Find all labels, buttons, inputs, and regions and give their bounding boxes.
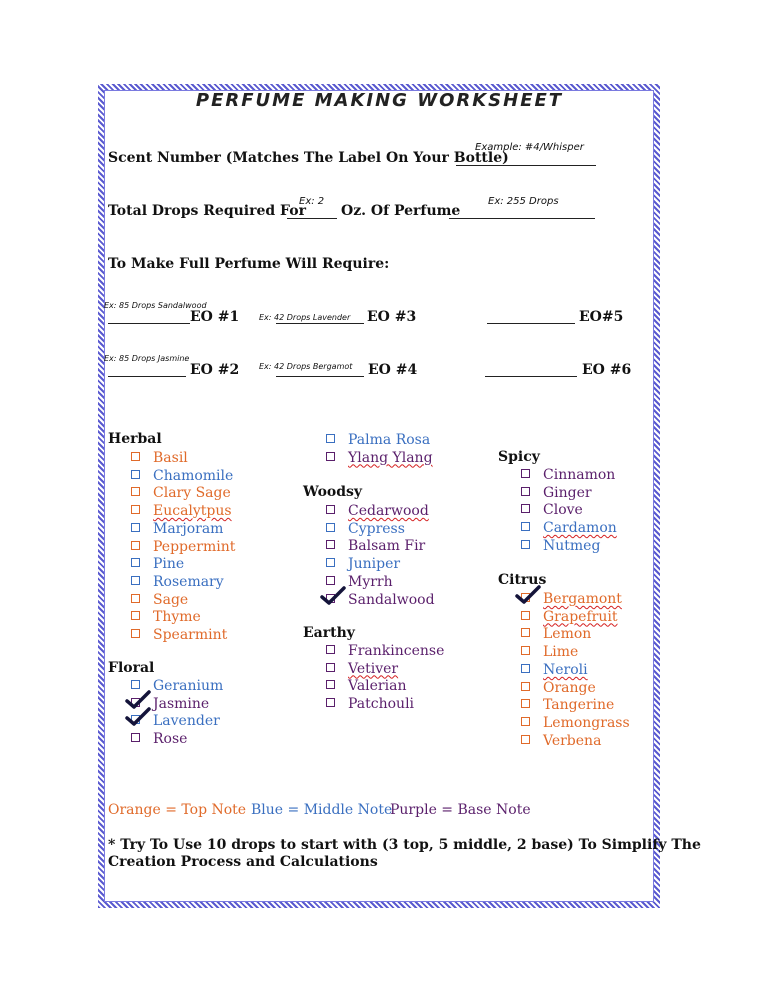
oil-name: Palma Rosa — [348, 432, 431, 448]
checkbox[interactable] — [326, 663, 335, 672]
drops-field[interactable] — [449, 218, 595, 219]
eo5-field[interactable] — [487, 323, 575, 324]
oil-name: Orange — [543, 679, 596, 696]
eo6-label: EO #6 — [582, 362, 632, 378]
eo2-example: Ex: 85 Drops Jasmine — [104, 354, 190, 363]
checkbox[interactable] — [521, 717, 530, 726]
category-spicy: Spicy — [498, 449, 540, 465]
category-woodsy: Woodsy — [303, 484, 363, 500]
oil-name: Myrrh — [348, 573, 393, 590]
oil-name: Sage — [153, 591, 189, 608]
oil-name: Pine — [153, 556, 185, 573]
checkbox[interactable] — [131, 470, 140, 479]
oz-field[interactable] — [287, 218, 337, 219]
checkbox[interactable] — [131, 576, 140, 585]
oil-name: Cypress — [348, 520, 405, 537]
oil-name: Cardamon — [543, 520, 617, 537]
checkbox[interactable] — [131, 487, 140, 496]
eo1-label: EO #1 — [190, 309, 240, 325]
oil-name: Neroli — [543, 661, 588, 678]
checkbox[interactable] — [521, 611, 530, 620]
eo4-field[interactable] — [276, 376, 364, 377]
category-herbal: Herbal — [108, 431, 162, 447]
eo3-example: Ex: 42 Drops Lavender — [259, 313, 351, 322]
eo3-label: EO #3 — [367, 309, 417, 325]
checkbox[interactable] — [131, 523, 140, 532]
drops-example: Ex: 255 Drops — [488, 196, 559, 207]
oil-name: Juniper — [348, 556, 401, 573]
checkbox[interactable] — [521, 540, 530, 549]
oil-name: Chamomile — [153, 467, 234, 484]
checkbox[interactable] — [521, 735, 530, 744]
checkbox[interactable] — [326, 645, 335, 654]
legend-base-note: Purple = Base Note — [390, 802, 531, 818]
oil-name: Lime — [543, 644, 579, 661]
checkbox[interactable] — [521, 646, 530, 655]
checkbox[interactable] — [131, 611, 140, 620]
category-earthy: Earthy — [303, 625, 355, 641]
eo4-example: Ex: 42 Drops Bergamot — [259, 362, 353, 371]
oz-example: Ex: 2 — [299, 196, 325, 207]
oil-name: Lavender — [153, 713, 220, 730]
oil-name: Geranium — [153, 678, 224, 694]
oz-label: Oz. Of Perfume — [341, 203, 461, 219]
oil-name: Thyme — [153, 609, 201, 626]
oil-name: Patchouli — [348, 696, 415, 713]
instruction-note-line1: * Try To Use 10 drops to start with (3 top, 5 middle, 2 base) To Simplify The — [108, 837, 701, 853]
checkbox[interactable] — [521, 469, 530, 478]
checkbox[interactable] — [131, 452, 140, 461]
checkbox[interactable] — [131, 629, 140, 638]
oil-name: Marjoram — [153, 520, 224, 537]
instruction-note-line2: Creation Process and Calculations — [108, 854, 378, 870]
checkbox[interactable] — [326, 505, 335, 514]
checkbox[interactable] — [326, 540, 335, 549]
eo6-field[interactable] — [485, 376, 577, 377]
oil-name: Eucalytpus — [153, 503, 232, 520]
oil-name: Basil — [153, 450, 188, 466]
oil-name: Peppermint — [153, 538, 236, 555]
category-floral: Floral — [108, 660, 155, 676]
checkbox[interactable] — [326, 558, 335, 567]
scent-field[interactable] — [456, 165, 596, 166]
oil-name: Sandalwood — [348, 591, 435, 608]
legend-middle-note: Blue = Middle Note — [251, 802, 393, 818]
oil-name: Rose — [153, 731, 188, 748]
checkmark-icon — [125, 707, 151, 727]
checkbox[interactable] — [131, 505, 140, 514]
checkbox[interactable] — [521, 628, 530, 637]
oil-name: Clary Sage — [153, 485, 231, 502]
oil-name: Tangerine — [543, 697, 615, 714]
checkbox[interactable] — [326, 680, 335, 689]
oil-name: Frankincense — [348, 643, 445, 659]
checkbox[interactable] — [326, 698, 335, 707]
drops-label: Total Drops Required For — [108, 203, 306, 219]
checkbox[interactable] — [131, 733, 140, 742]
checkmark-icon — [515, 585, 541, 605]
oil-name: Valerian — [348, 678, 407, 695]
oil-name: Cinnamon — [543, 467, 616, 483]
full-perfume-label: To Make Full Perfume Will Require: — [108, 256, 390, 272]
checkbox[interactable] — [521, 504, 530, 513]
checkbox[interactable] — [326, 434, 335, 443]
oil-name: Clove — [543, 502, 583, 519]
oil-name: Balsam Fir — [348, 538, 426, 555]
eo1-example: Ex: 85 Drops Sandalwood — [104, 301, 207, 310]
oil-name: Spearmint — [153, 627, 228, 643]
checkbox[interactable] — [521, 522, 530, 531]
eo1-field[interactable] — [108, 323, 190, 324]
oil-name: Nutmeg — [543, 537, 601, 554]
scent-example: Example: #4/Whisper — [475, 142, 584, 153]
checkbox[interactable] — [326, 576, 335, 585]
oil-name: Vetiver — [348, 660, 399, 677]
oil-name: Ginger — [543, 484, 592, 501]
oil-name: Cedarwood — [348, 503, 429, 519]
oil-name: Verbena — [543, 732, 602, 749]
oil-name: Lemon — [543, 626, 592, 643]
oil-name: Lemongrass — [543, 714, 630, 731]
eo4-label: EO #4 — [368, 362, 418, 378]
page-title: PERFUME MAKING WORKSHEET — [195, 90, 564, 111]
checkbox[interactable] — [131, 541, 140, 550]
oil-name: Jasmine — [153, 695, 210, 712]
oil-name: Grapefruit — [543, 608, 618, 625]
checkbox[interactable] — [326, 523, 335, 532]
checkbox[interactable] — [131, 558, 140, 567]
checkbox[interactable] — [326, 452, 335, 461]
oil-name: Ylang Ylang — [348, 449, 433, 466]
oil-name: Rosemary — [153, 573, 224, 590]
checkbox[interactable] — [131, 594, 140, 603]
oil-name: Bergamont — [543, 591, 622, 607]
checkbox[interactable] — [521, 664, 530, 673]
eo2-field[interactable] — [108, 376, 186, 377]
checkbox[interactable] — [131, 680, 140, 689]
checkbox[interactable] — [521, 699, 530, 708]
checkmark-icon — [320, 586, 346, 606]
legend-top-note: Orange = Top Note — [108, 802, 247, 818]
eo3-field[interactable] — [276, 323, 364, 324]
eo5-label: EO#5 — [579, 309, 624, 325]
category-citrus: Citrus — [498, 572, 547, 588]
scent-label: Scent Number (Matches The Label On Your Bottle) — [108, 150, 509, 166]
checkbox[interactable] — [521, 682, 530, 691]
checkbox[interactable] — [521, 487, 530, 496]
eo2-label: EO #2 — [190, 362, 240, 378]
